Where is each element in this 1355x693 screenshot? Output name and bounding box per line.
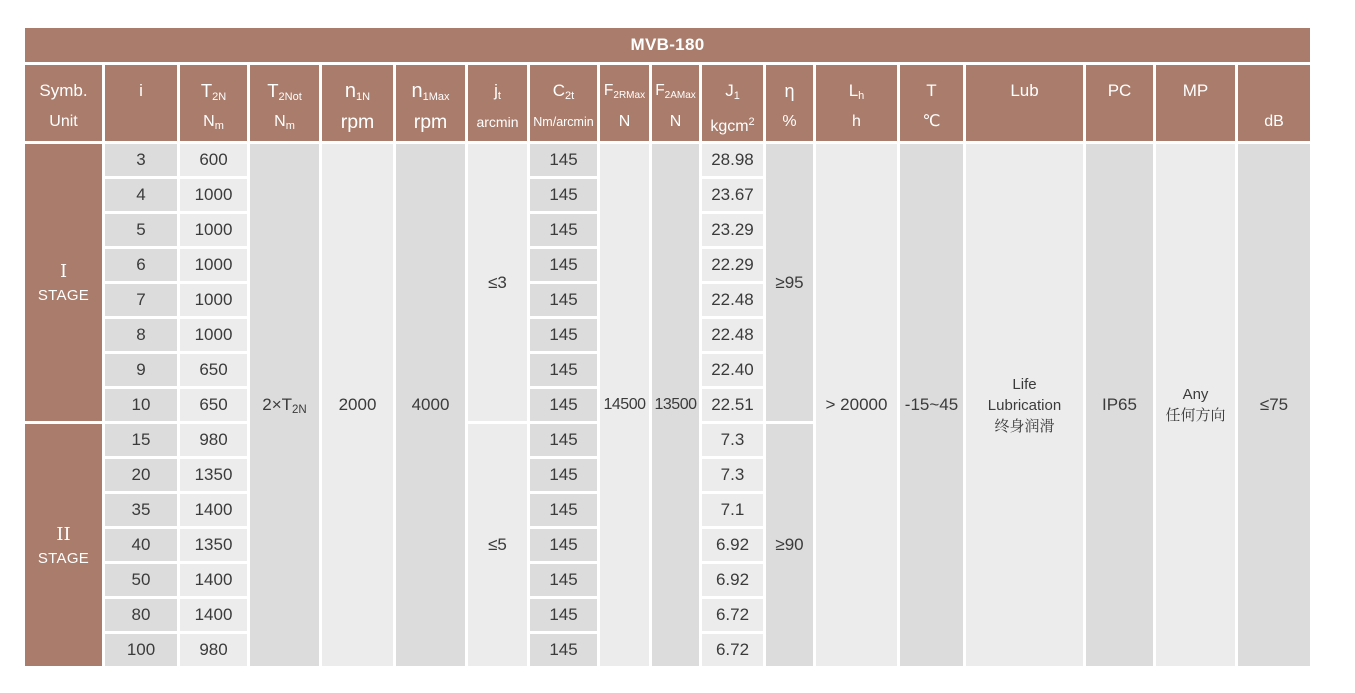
cell-j1: 6.72 — [702, 634, 763, 666]
cell-c2t: 145 — [530, 529, 597, 561]
cell-j1: 22.40 — [702, 354, 763, 386]
t2not-value: 2×T — [262, 394, 293, 414]
header-cell-eta — [766, 65, 813, 141]
cell-i: 15 — [105, 424, 177, 456]
cell-c2t: 145 — [530, 284, 597, 316]
cell-t2n: 1000 — [180, 249, 247, 281]
merged-cell-mp-line: Any — [1182, 386, 1209, 403]
cell-i: 6 — [105, 249, 177, 281]
cell-t2n: 1400 — [180, 599, 247, 631]
stage-numeral: II — [56, 523, 71, 545]
cell-t2n: 1000 — [180, 284, 247, 316]
table-header-row — [25, 65, 1310, 141]
header-symbol — [766, 66, 813, 110]
table-row — [25, 144, 1310, 176]
cell-t2n: 1350 — [180, 529, 247, 561]
cell-j1: 7.3 — [702, 424, 763, 456]
header-unit-text: N — [274, 113, 286, 130]
header-unit-text: kgcm — [710, 118, 749, 135]
header-unit-text: N — [618, 113, 631, 130]
header-unit — [250, 110, 319, 140]
merged-cell-pc: IP65 — [1086, 144, 1153, 666]
cell-j1: 7.1 — [702, 494, 763, 526]
header-cell-t2n — [180, 65, 247, 141]
spec-table — [22, 25, 1313, 669]
stage-label: STAGE — [37, 549, 90, 567]
header-symbol-subscript: 1Max — [422, 91, 450, 103]
header-unit-text: Nm/arcmin — [533, 115, 594, 129]
merged-cell-eta-stage1: ≥95 — [766, 144, 813, 421]
header-symbol — [816, 66, 897, 110]
cell-j1: 22.48 — [702, 319, 763, 351]
header-cell-pc — [1086, 65, 1153, 141]
stage-numeral: I — [59, 261, 68, 282]
header-unit — [702, 110, 763, 140]
merged-cell-eta-stage2: ≥90 — [766, 424, 813, 666]
cell-t2n: 980 — [180, 424, 247, 456]
header-symbol-subscript: 2N — [212, 91, 227, 103]
header-unit — [900, 110, 963, 140]
header-unit — [816, 110, 897, 140]
cell-c2t: 145 — [530, 389, 597, 421]
cell-j1: 22.51 — [702, 389, 763, 421]
header-symbol-text: n — [411, 80, 423, 102]
header-symbol-text: J — [725, 81, 734, 100]
header-cell-j1 — [702, 65, 763, 141]
table-title-row — [25, 28, 1310, 62]
merged-cell-n1max: 4000 — [396, 144, 465, 666]
header-unit-text: dB — [1264, 113, 1284, 130]
header-unit-text: arcmin — [476, 114, 519, 130]
header-unit — [180, 110, 247, 140]
header-unit-subscript: m — [285, 120, 295, 132]
merged-cell-lub-line: Lubrication — [987, 396, 1062, 414]
header-symbol-text: i — [139, 81, 143, 100]
cell-i: 9 — [105, 354, 177, 386]
merged-cell-t2not — [250, 144, 319, 666]
cell-i: 4 — [105, 179, 177, 211]
cell-c2t: 145 — [530, 564, 597, 596]
header-cell-mp — [1156, 65, 1235, 141]
header-symbol-text: T — [200, 80, 213, 101]
cell-t2n: 1000 — [180, 214, 247, 246]
t2not-value-subscript: 2N — [292, 403, 307, 416]
header-symbol-subscript: h — [858, 90, 865, 102]
header-unit — [530, 110, 597, 140]
header-unit — [600, 110, 649, 140]
cell-t2n: 1000 — [180, 179, 247, 211]
header-unit-text: N — [203, 113, 215, 130]
header-symbol-subscript: 2RMax — [613, 90, 646, 101]
merged-cell-jt-stage1: ≤3 — [468, 144, 527, 421]
header-cell-f2rmax — [600, 65, 649, 141]
header-symbol — [702, 66, 763, 110]
merged-cell-mp — [1156, 144, 1235, 666]
cell-j1: 23.29 — [702, 214, 763, 246]
header-symbol-text: n — [344, 80, 357, 102]
header-symbol-text: L — [848, 81, 859, 100]
header-symbol-text: F — [655, 82, 665, 99]
cell-j1: 6.92 — [702, 564, 763, 596]
cell-i: 10 — [105, 389, 177, 421]
header-cell-jt — [468, 65, 527, 141]
header-unit — [396, 110, 465, 140]
cell-i: 80 — [105, 599, 177, 631]
header-symbol-text: T — [926, 81, 937, 100]
header-symbol-text: η — [784, 81, 795, 101]
cell-c2t: 145 — [530, 249, 597, 281]
cell-c2t: 145 — [530, 179, 597, 211]
cell-c2t: 145 — [530, 144, 597, 176]
header-unit-text: rpm — [413, 111, 448, 133]
cell-c2t: 145 — [530, 319, 597, 351]
header-symbol — [322, 66, 393, 110]
header-symbol-text: j — [494, 81, 498, 100]
header-symbol — [105, 66, 177, 110]
cell-t2n: 650 — [180, 389, 247, 421]
header-cell-n1max — [396, 65, 465, 141]
header-symbol-subscript: 2AMax — [664, 90, 696, 101]
cell-t2n: 1400 — [180, 564, 247, 596]
header-unit-text: h — [852, 113, 861, 130]
header-cell-symb — [25, 65, 102, 141]
merged-cell-f2rmax: 14500 — [600, 144, 649, 666]
header-symbol-text: T — [267, 80, 279, 101]
header-symbol — [1086, 66, 1153, 110]
header-cell-t2not — [250, 65, 319, 141]
merged-cell-lub-line: 终身润滑 — [994, 417, 1055, 435]
header-symbol — [180, 66, 247, 110]
header-symbol-text: Symb. — [39, 81, 88, 100]
cell-i: 50 — [105, 564, 177, 596]
header-symbol-text: F — [603, 82, 614, 99]
header-unit — [105, 110, 177, 140]
header-unit-text: % — [782, 113, 797, 130]
cell-i: 3 — [105, 144, 177, 176]
header-cell-f2amax — [652, 65, 699, 141]
header-cell-db — [1238, 65, 1310, 141]
cell-i: 20 — [105, 459, 177, 491]
cell-t2n: 1000 — [180, 319, 247, 351]
header-symbol-subscript: 1 — [733, 90, 740, 102]
merged-cell-f2amax: 13500 — [652, 144, 699, 666]
cell-i: 7 — [105, 284, 177, 316]
header-symbol — [250, 66, 319, 110]
header-symbol-subscript: t — [497, 90, 501, 102]
header-symbol — [900, 66, 963, 110]
header-symbol — [1156, 66, 1235, 110]
header-cell-n1n — [322, 65, 393, 141]
merged-cell-t: -15~45 — [900, 144, 963, 666]
cell-t2n: 650 — [180, 354, 247, 386]
table-title: MVB-180 — [25, 28, 1310, 62]
header-unit — [766, 110, 813, 140]
header-unit — [966, 110, 1083, 140]
header-unit-text: ℃ — [922, 113, 941, 130]
header-symbol — [25, 66, 102, 110]
header-symbol-subscript: 2Not — [278, 91, 302, 103]
header-symbol — [966, 66, 1083, 110]
cell-t2n: 980 — [180, 634, 247, 666]
header-cell-lh — [816, 65, 897, 141]
merged-cell-lub-line: Life — [1012, 375, 1037, 393]
header-unit-subscript: m — [214, 120, 224, 132]
stage-label: STAGE — [37, 287, 90, 304]
table-body — [25, 28, 1310, 666]
cell-c2t: 145 — [530, 459, 597, 491]
stage-cell-1 — [25, 144, 102, 421]
header-symbol — [652, 66, 699, 110]
header-symbol — [530, 66, 597, 110]
header-symbol-text: Lub — [1010, 81, 1039, 100]
header-cell-i — [105, 65, 177, 141]
merged-cell-n1n: 2000 — [322, 144, 393, 666]
header-cell-t — [900, 65, 963, 141]
header-symbol — [468, 66, 527, 110]
header-symbol — [600, 66, 649, 110]
header-symbol-subscript: 2t — [565, 90, 575, 102]
cell-t2n: 1400 — [180, 494, 247, 526]
header-symbol — [1238, 66, 1310, 110]
header-unit-text: rpm — [340, 111, 375, 133]
header-unit — [25, 110, 102, 140]
header-cell-lub — [966, 65, 1083, 141]
cell-c2t: 145 — [530, 354, 597, 386]
cell-c2t: 145 — [530, 599, 597, 631]
header-unit — [468, 110, 527, 140]
header-unit — [1156, 110, 1235, 140]
stage-cell-2 — [25, 424, 102, 666]
cell-j1: 6.92 — [702, 529, 763, 561]
cell-i: 35 — [105, 494, 177, 526]
cell-i: 40 — [105, 529, 177, 561]
merged-cell-db: ≤75 — [1238, 144, 1310, 666]
cell-i: 100 — [105, 634, 177, 666]
merged-cell-mp-line: 任何方向 — [1165, 407, 1226, 424]
header-unit-superscript: 2 — [748, 116, 755, 128]
header-symbol-text: C — [552, 81, 566, 100]
cell-j1: 22.29 — [702, 249, 763, 281]
cell-j1: 6.72 — [702, 599, 763, 631]
cell-c2t: 145 — [530, 214, 597, 246]
cell-t2n: 600 — [180, 144, 247, 176]
header-symbol-text: MP — [1182, 81, 1209, 100]
cell-c2t: 145 — [530, 424, 597, 456]
merged-cell-lub — [966, 144, 1083, 666]
header-unit — [1086, 110, 1153, 140]
header-symbol — [396, 66, 465, 110]
cell-j1: 23.67 — [702, 179, 763, 211]
header-unit — [322, 110, 393, 140]
header-unit — [1238, 110, 1310, 140]
cell-c2t: 145 — [530, 634, 597, 666]
cell-i: 8 — [105, 319, 177, 351]
header-symbol-text: PC — [1107, 81, 1132, 100]
cell-j1: 7.3 — [702, 459, 763, 491]
cell-j1: 28.98 — [702, 144, 763, 176]
header-unit — [652, 110, 699, 140]
cell-i: 5 — [105, 214, 177, 246]
merged-cell-lh: > 20000 — [816, 144, 897, 666]
cell-c2t: 145 — [530, 494, 597, 526]
header-cell-c2t — [530, 65, 597, 141]
header-unit-text: N — [669, 113, 682, 130]
header-unit-text: Unit — [49, 113, 78, 130]
header-symbol-subscript: 1N — [356, 91, 371, 103]
merged-cell-jt-stage2: ≤5 — [468, 424, 527, 666]
cell-t2n: 1350 — [180, 459, 247, 491]
cell-j1: 22.48 — [702, 284, 763, 316]
